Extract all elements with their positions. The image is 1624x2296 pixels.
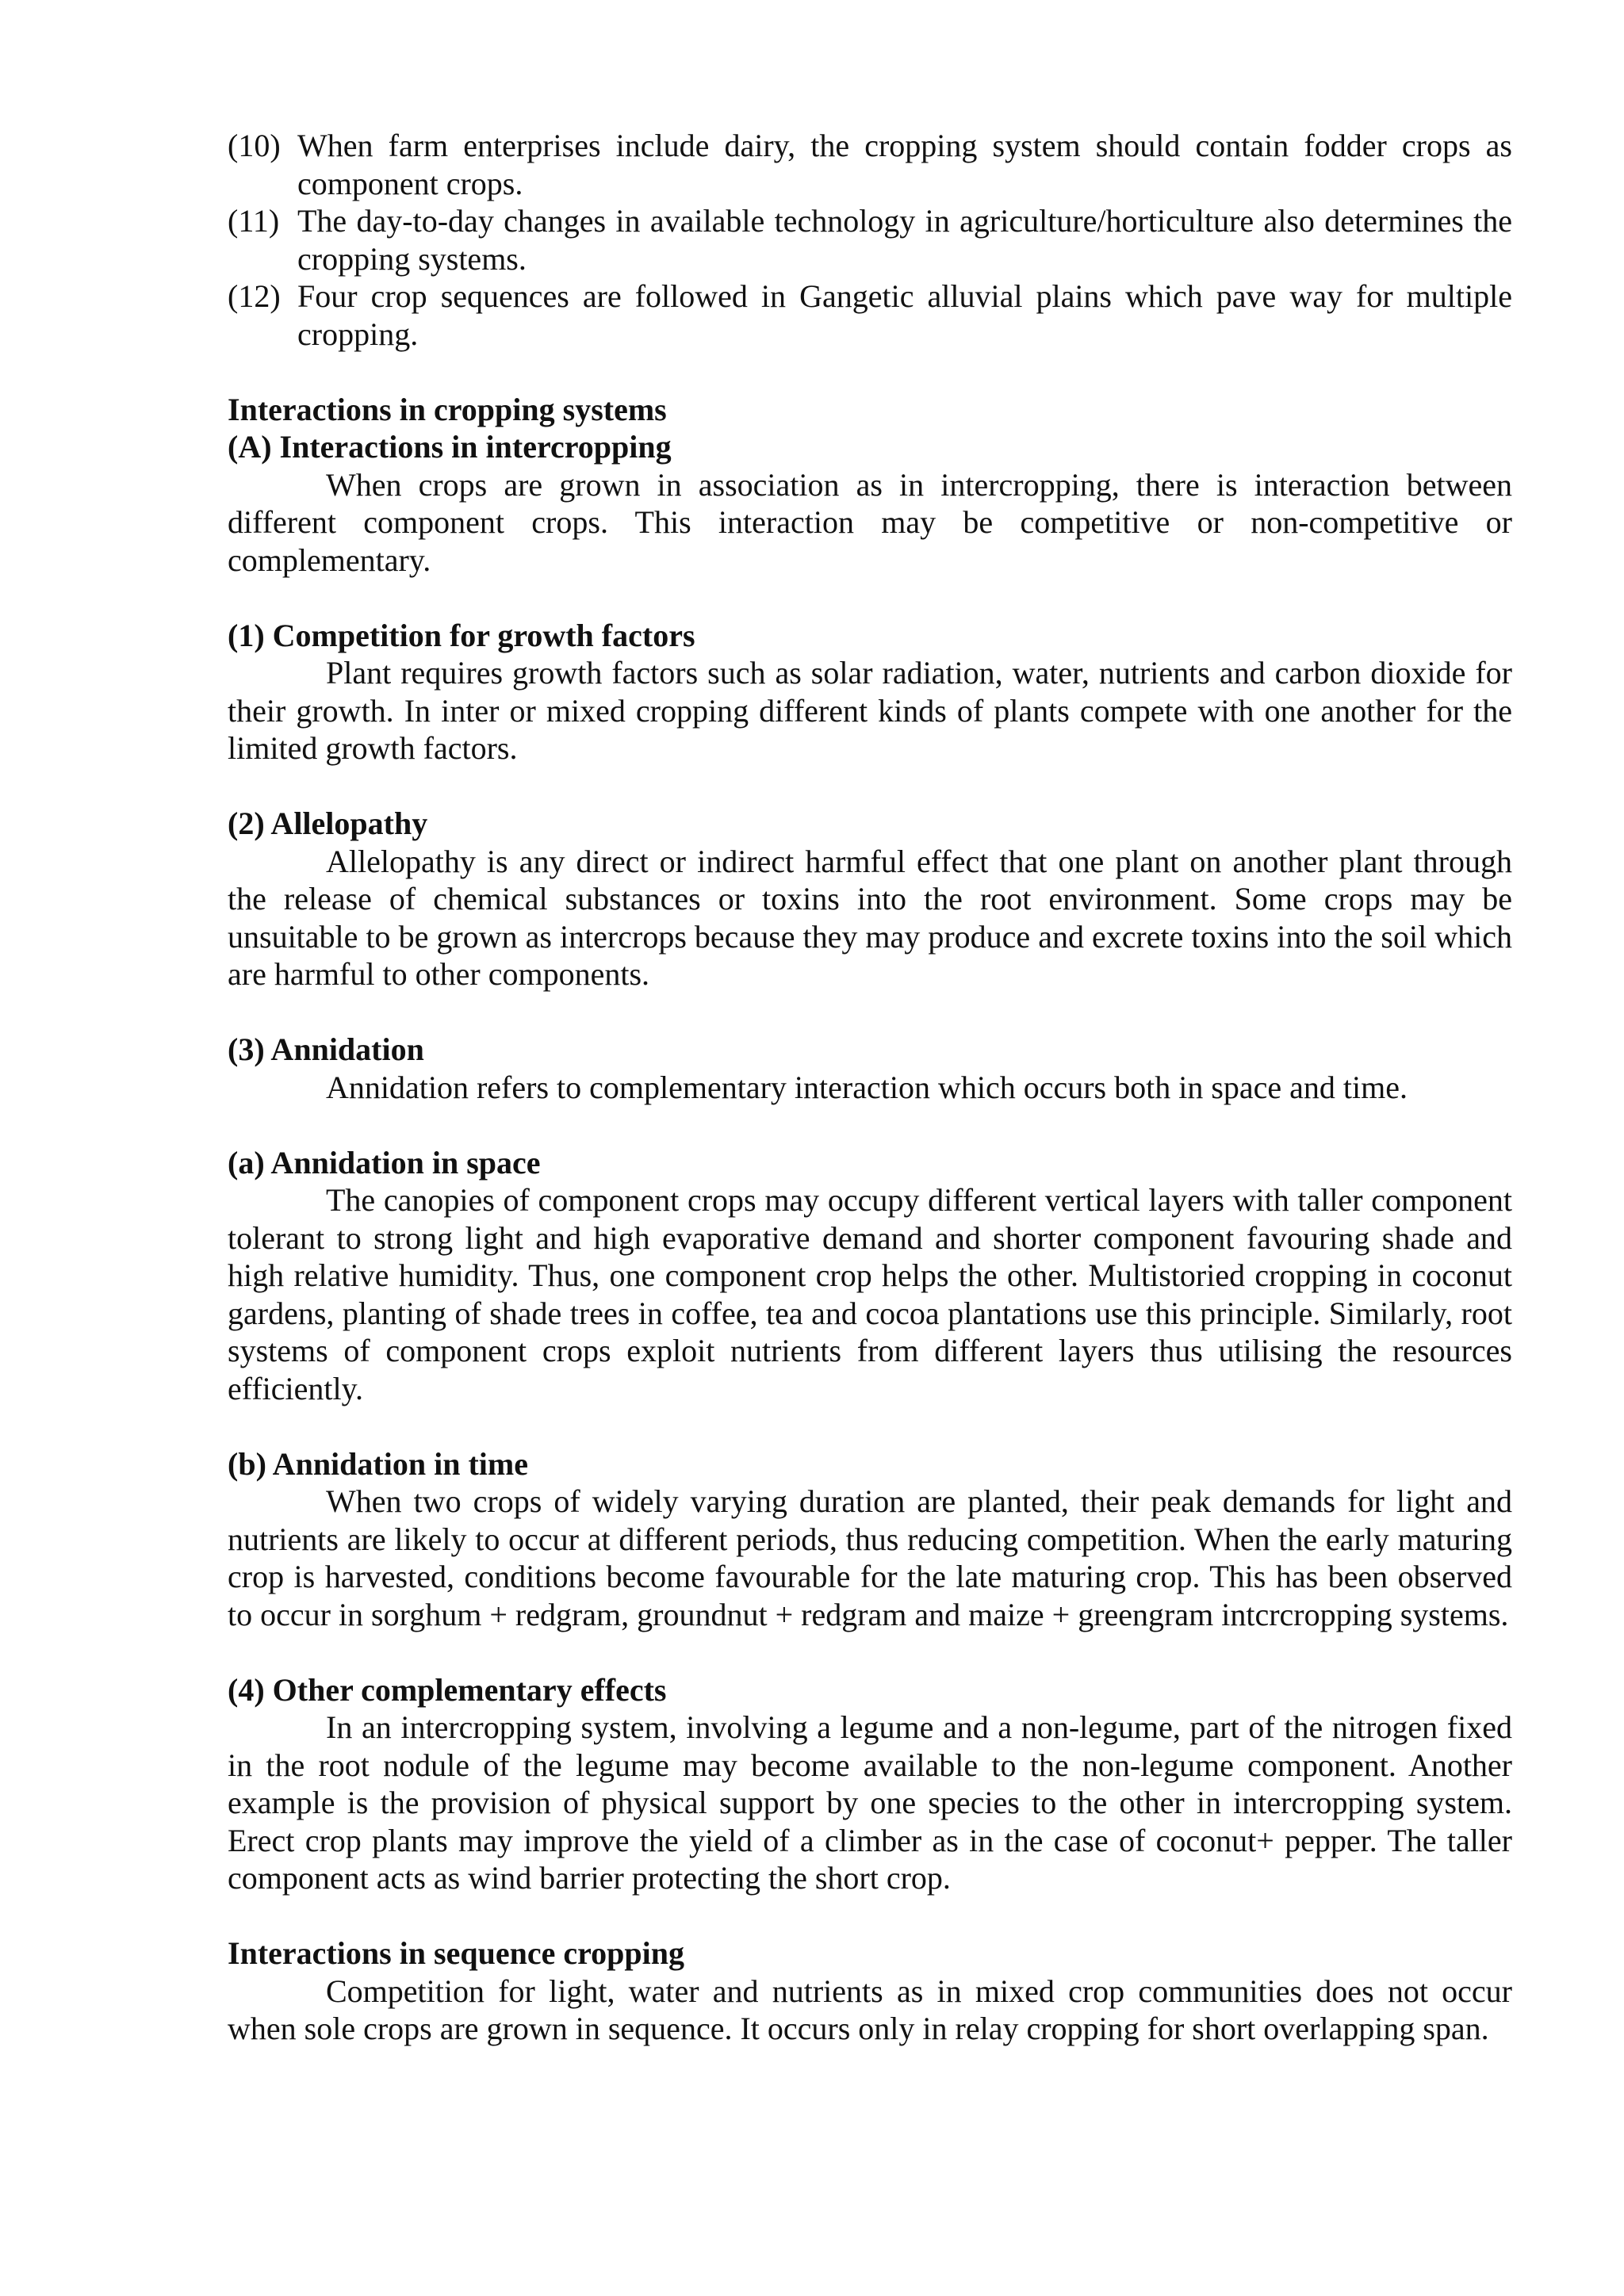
section-spacer <box>228 579 1512 617</box>
annidation-paragraph: Annidation refers to complementary interaction which occurs both in space and time. <box>326 1069 1408 1105</box>
list-item-text: When farm enterprises include dairy, the cropping system should contain fodder crops as component crops. <box>297 128 1512 201</box>
section-spacer <box>228 767 1512 806</box>
list-item-number: (11) <box>228 203 280 239</box>
list-item <box>228 202 1512 277</box>
numbered-list <box>228 127 1512 353</box>
heading-allelopathy: (2) Allelopathy <box>228 806 428 841</box>
annidation-space-paragraph: The canopies of component crops may occupy different vertical layers with taller component tolerant to strong light and high evaporative demand and shorter component favouring shade and high relative humidity. Thus, one component crop helps the other. Multistoried cropping in coconut gardens, planting of shade trees in coffee, tea and cocoa plantations use this principle. Similarly, root systems of component crops exploit nutrients from different layers thus utilising the resources efficiently. <box>228 1182 1512 1406</box>
sequence-cropping-paragraph: Competition for light, water and nutrients as in mixed crop communities does not occur when sole crops are grown in sequence. It occurs only in relay cropping for short overlapping span. <box>228 1973 1512 2046</box>
section-spacer <box>228 1897 1512 1935</box>
list-item-number: (12) <box>228 278 281 314</box>
list-item <box>228 277 1512 353</box>
list-item-number: (10) <box>228 128 281 163</box>
list-item-text: The day-to-day changes in available technology in agriculture/horticulture also determines the cropping systems. <box>297 203 1512 277</box>
list-item <box>228 127 1512 202</box>
other-effects-paragraph: In an intercropping system, involving a legume and a non-legume, part of the nitrogen fixed in the root nodule of the legume may become available to the non-legume component. Another example is the provision of physical support by one species to the other in intercropping system. Erect crop plants may improve the yield of a climber as in the case of coconut+ pepper. The taller component acts as wind barrier protecting the short crop. <box>228 1709 1512 1896</box>
annidation-time-paragraph: When two crops of widely varying duration are planted, their peak demands for light and nutrients are likely to occur at different periods, thus reducing competition. When the early maturing crop is harvested, conditions become favourable for the late maturing crop. This has been observed to occur in sorghum + redgram, groundnut + redgram and maize + greengram intcrcropping systems. <box>228 1483 1512 1632</box>
section-spacer <box>228 1633 1512 1671</box>
intercropping-paragraph: When crops are grown in association as in intercropping, there is interaction between different component crops. This interaction may be competitive or non-competitive or complementary. <box>228 466 1512 578</box>
section-spacer <box>228 1106 1512 1144</box>
section-heading-interactions: Interactions in cropping systems <box>228 391 667 427</box>
section-spacer <box>228 993 1512 1031</box>
heading-annidation-time: (b) Annidation in time <box>228 1445 528 1482</box>
list-item-text: Four crop sequences are followed in Gangetic alluvial plains which pave way for multiple cropping. <box>297 278 1512 352</box>
heading-other-effects: (4) Other complementary effects <box>228 1671 667 1708</box>
heading-annidation-space: (a) Annidation in space <box>228 1144 541 1181</box>
heading-sequence-cropping: Interactions in sequence cropping <box>228 1935 684 1971</box>
competition-paragraph: Plant requires growth factors such as solar radiation, water, nutrients and carbon dioxide for their growth. In inter or mixed cropping different kinds of plants compete with one another for the limited growth factors. <box>228 655 1512 766</box>
document-page <box>228 127 1512 2048</box>
section-spacer <box>228 1407 1512 1445</box>
allelopathy-paragraph: Allelopathy is any direct or indirect harmful effect that one plant on another plant through the release of chemical substances or toxins into the root environment. Some crops may be unsuitable to be grown as intercrops because they may produce and excrete toxins into the soil which are harmful to other components. <box>228 843 1512 992</box>
heading-annidation: (3) Annidation <box>228 1031 424 1067</box>
heading-competition: (1) Competition for growth factors <box>228 617 695 653</box>
section-spacer <box>228 353 1512 391</box>
subsection-heading-intercropping: (A) Interactions in intercropping <box>228 429 672 465</box>
